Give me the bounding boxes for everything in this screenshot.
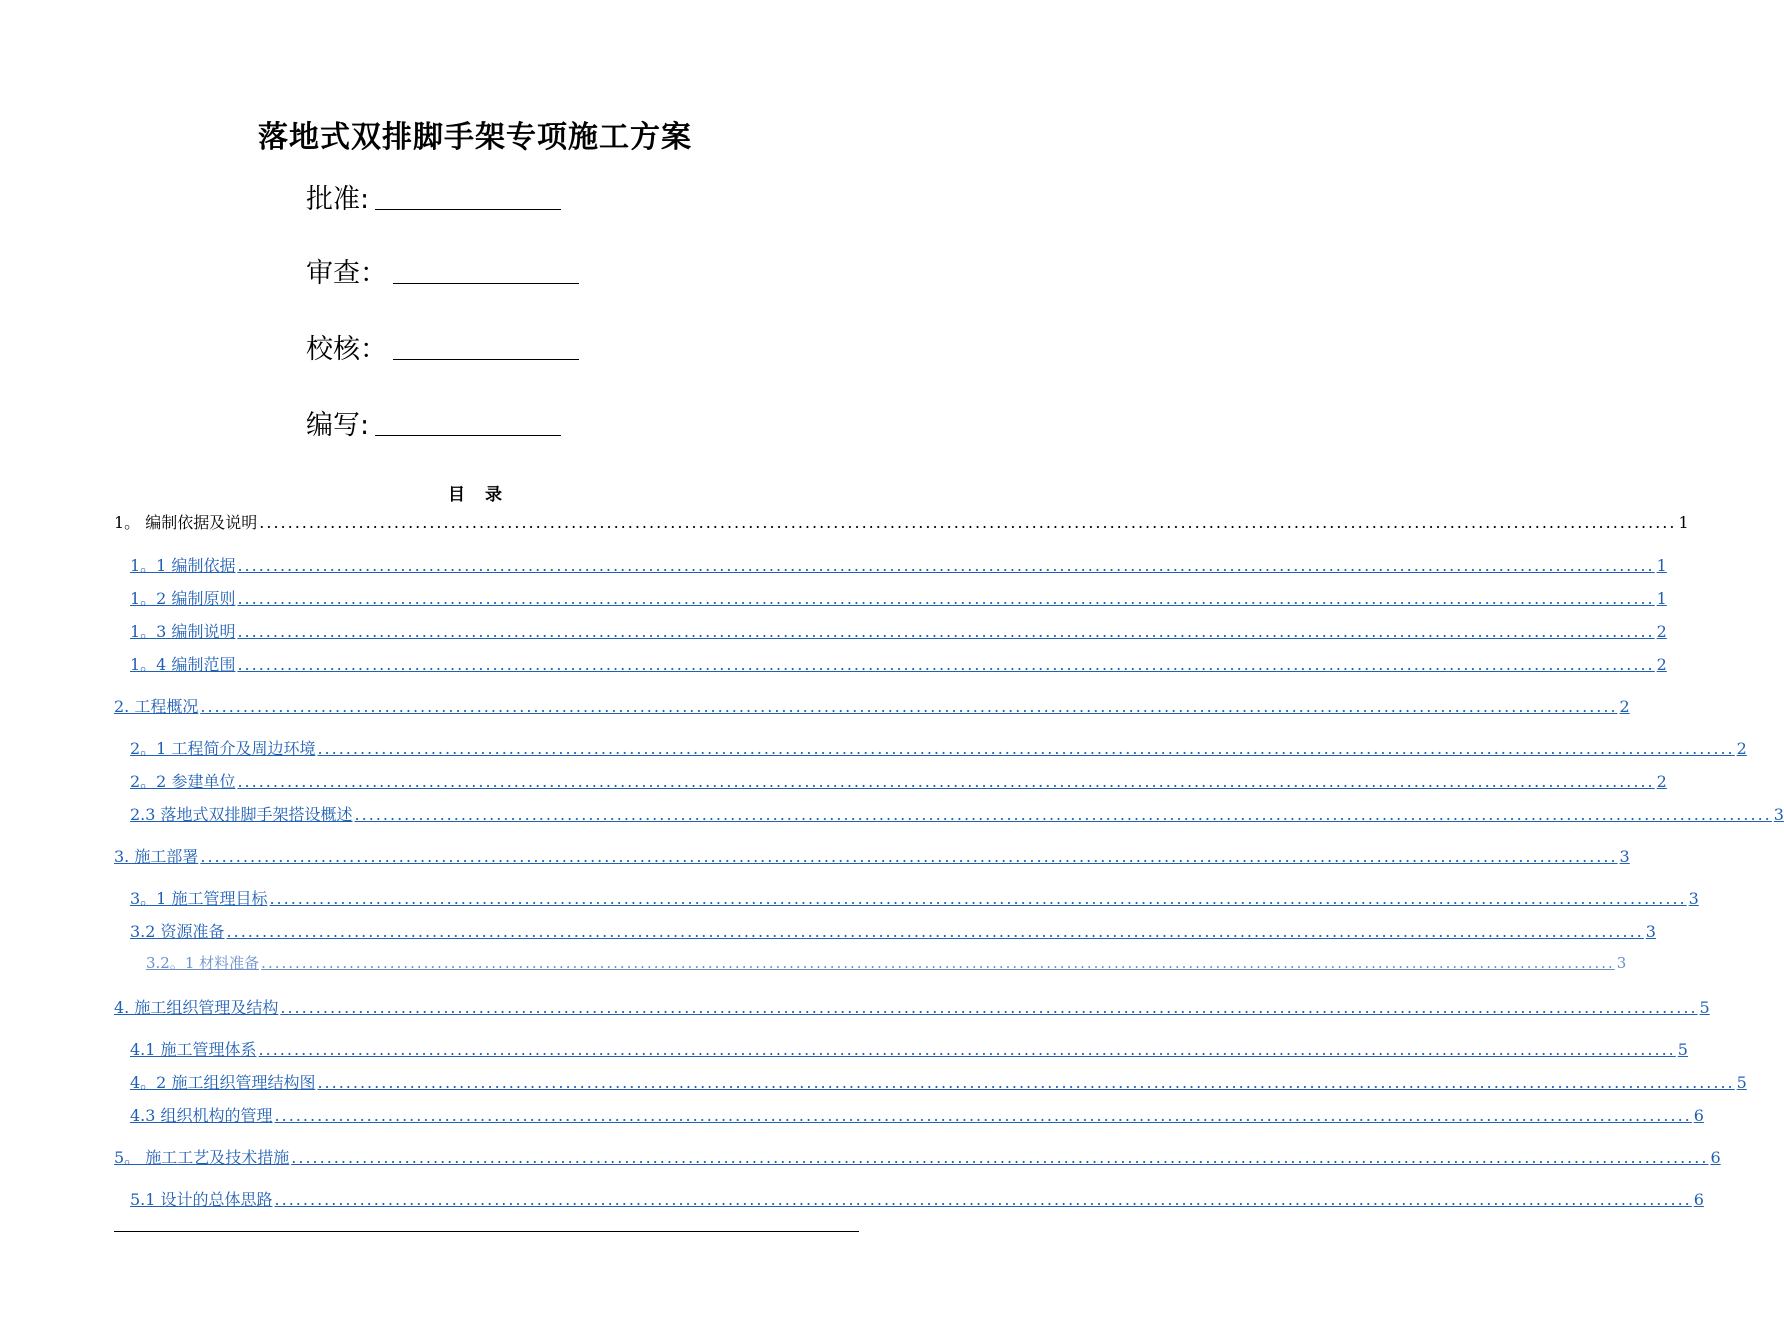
toc-leader-dots: ........................................................................................................................................................................................................ xyxy=(280,998,1698,1017)
signature-line xyxy=(393,358,579,360)
toc-page-number: 2 xyxy=(1619,697,1630,716)
toc-entry[interactable] xyxy=(130,1187,1704,1209)
signature-write xyxy=(306,402,561,442)
toc-entry[interactable] xyxy=(114,694,1630,716)
toc-page-number: 5 xyxy=(1736,1073,1747,1092)
toc-leader-dots: ........................................................................................................................................................................................................ xyxy=(200,697,1618,716)
toc-page-number: 6 xyxy=(1693,1106,1704,1125)
toc-entry-label: 1。2 编制原则 xyxy=(130,589,236,608)
toc-entry-label: 2。1 工程简介及周边环境 xyxy=(130,739,316,758)
toc-entry-label: 4.1 施工管理体系 xyxy=(130,1040,257,1059)
toc-entry-label: 1。3 编制说明 xyxy=(130,622,236,641)
toc-entry-label: 2。2 参建单位 xyxy=(130,772,236,791)
toc-page-number: 3 xyxy=(1619,847,1630,866)
toc-entry-label: 1。1 编制依据 xyxy=(130,556,236,575)
toc-leader-dots: ........................................................................................................................................................................................................ xyxy=(237,556,1655,575)
toc-leader-dots: ........................................................................................................................................................................................................ xyxy=(274,1106,1692,1125)
signature-line xyxy=(375,434,561,436)
toc-page-number: 3 xyxy=(1645,922,1656,941)
toc-heading: 目 录 xyxy=(448,485,502,505)
toc-page-number: 2 xyxy=(1736,739,1747,758)
toc-entry[interactable] xyxy=(130,1103,1704,1125)
toc-entry-label: 3.2 资源准备 xyxy=(130,922,225,941)
signature-line xyxy=(393,282,579,284)
toc-entry-label: 1。 编制依据及说明 xyxy=(114,513,258,532)
toc-entry[interactable] xyxy=(130,1037,1688,1059)
toc-leader-dots: ........................................................................................................................................................................................................ xyxy=(269,889,1687,908)
footer-divider xyxy=(114,1231,859,1232)
toc-page-number: 6 xyxy=(1693,1190,1704,1209)
signature-line xyxy=(375,208,561,210)
toc-page-number: 1 xyxy=(1656,556,1667,575)
toc-leader-dots: ........................................................................................................................................................................................................ xyxy=(317,1073,1735,1092)
toc-entry[interactable] xyxy=(130,919,1656,941)
toc-entry[interactable] xyxy=(130,886,1699,908)
toc-page-number: 3 xyxy=(1773,805,1784,824)
toc-leader-dots: ........................................................................................................................................................................................................ xyxy=(317,739,1735,758)
toc-page-number: 2 xyxy=(1656,655,1667,674)
toc-entry-label: 4.3 组织机构的管理 xyxy=(130,1106,273,1125)
toc-entry[interactable] xyxy=(130,586,1667,608)
toc-entry[interactable] xyxy=(130,1070,1747,1092)
toc-leader-dots: ........................................................................................................................................................................................................ xyxy=(354,805,1772,824)
signature-review xyxy=(306,250,579,290)
toc-page-number: 5 xyxy=(1677,1040,1688,1059)
toc-leader-dots: ........................................................................................................................................................................................................ xyxy=(200,847,1618,866)
toc-entry[interactable] xyxy=(114,844,1630,866)
toc-entry-label: 3。1 施工管理目标 xyxy=(130,889,268,908)
toc-page-number: 6 xyxy=(1710,1148,1721,1167)
toc-leader-dots: ........................................................................................................................................................................................................ xyxy=(259,513,1677,532)
toc-leader-dots: ........................................................................................................................................................................................................ xyxy=(237,655,1655,674)
toc-page-number: 2 xyxy=(1656,772,1667,791)
toc-page-number: 2 xyxy=(1656,622,1667,641)
toc-entry[interactable] xyxy=(130,652,1667,674)
toc-entry[interactable] xyxy=(130,553,1667,575)
toc-entry-label: 3.2。1 材料准备 xyxy=(146,954,260,972)
toc-entry[interactable] xyxy=(114,995,1710,1017)
toc-entry-label: 4. 施工组织管理及结构 xyxy=(114,998,279,1017)
toc-page-number: 3 xyxy=(1616,954,1627,972)
toc-entry[interactable] xyxy=(130,769,1667,791)
signature-check xyxy=(306,326,579,366)
toc-entry-label: 2.3 落地式双排脚手架搭设概述 xyxy=(130,805,353,824)
toc-page-number: 1 xyxy=(1678,513,1689,532)
signature-label: 审查： xyxy=(306,258,387,289)
toc-page-number: 3 xyxy=(1688,889,1699,908)
toc-entry-label: 5。 施工工艺及技术措施 xyxy=(114,1148,290,1167)
toc-leader-dots: ........................................................................................................................................................................................................ xyxy=(274,1190,1692,1209)
toc-leader-dots: ........................................................................................................................................................................................................ xyxy=(258,1040,1676,1059)
toc-leader-dots: ........................................................................................................................................................................................................ xyxy=(261,954,1615,972)
toc-entry-label: 2. 工程概况 xyxy=(114,697,199,716)
signature-label: 批准: xyxy=(306,184,370,215)
toc-leader-dots: ........................................................................................................................................................................................................ xyxy=(226,922,1644,941)
toc-entry xyxy=(114,510,1689,532)
toc-leader-dots: ........................................................................................................................................................................................................ xyxy=(237,622,1655,641)
toc-page-number: 5 xyxy=(1699,998,1710,1017)
toc-entry[interactable] xyxy=(130,802,1784,824)
signature-label: 编写: xyxy=(306,410,370,441)
toc-leader-dots: ........................................................................................................................................................................................................ xyxy=(291,1148,1709,1167)
toc-entry-label: 5.1 设计的总体思路 xyxy=(130,1190,273,1209)
toc-entry[interactable] xyxy=(114,1145,1721,1167)
document-title: 落地式双排脚手架专项施工方案 xyxy=(258,120,692,155)
toc-entry[interactable] xyxy=(130,619,1667,641)
toc-entry-label: 3. 施工部署 xyxy=(114,847,199,866)
toc-entry-label: 1。4 编制范围 xyxy=(130,655,236,674)
toc-entry[interactable] xyxy=(146,952,1627,974)
signature-approve xyxy=(306,176,561,216)
signature-label: 校核： xyxy=(306,334,387,365)
toc-leader-dots: ........................................................................................................................................................................................................ xyxy=(237,772,1655,791)
toc-page-number: 1 xyxy=(1656,589,1667,608)
toc-entry[interactable] xyxy=(130,736,1747,758)
toc-entry-label: 4。2 施工组织管理结构图 xyxy=(130,1073,316,1092)
toc-leader-dots: ........................................................................................................................................................................................................ xyxy=(237,589,1655,608)
